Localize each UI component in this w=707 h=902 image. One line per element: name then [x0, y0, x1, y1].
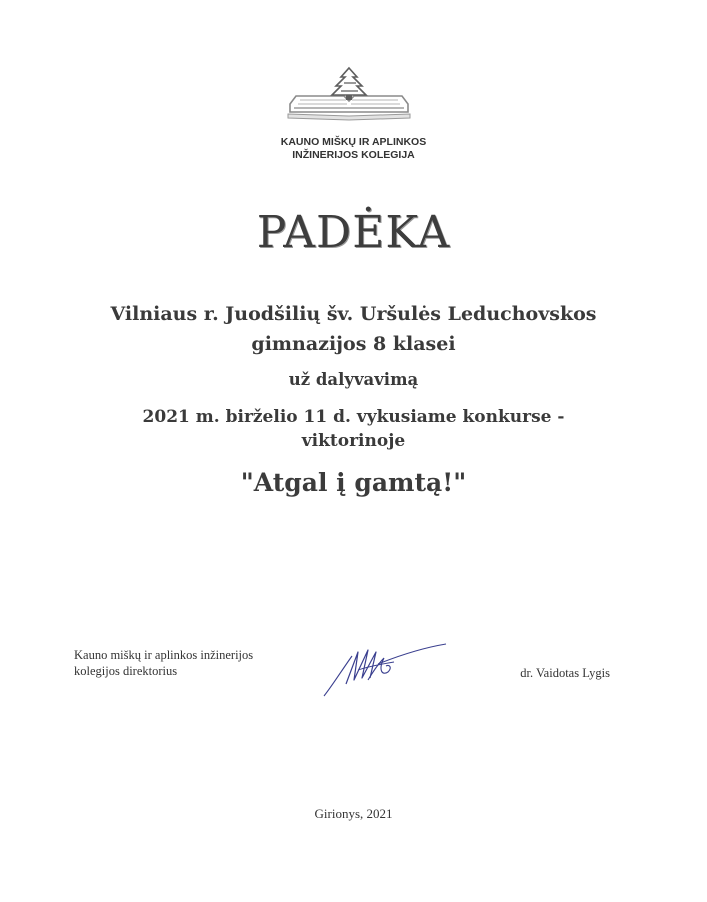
- contest-name: "Atgal į gamtą!": [240, 468, 467, 497]
- handwritten-signature: [318, 640, 450, 700]
- signer-name: dr. Vaidotas Lygis: [520, 666, 610, 680]
- signer-position-line1: Kauno miškų ir aplinkos inžinerijos: [74, 648, 254, 662]
- event-line2: viktorinoje: [301, 431, 406, 451]
- reason-text: už dalyvavimą: [288, 370, 419, 389]
- event-line1: 2021 m. birželio 11 d. vykusiame konkurse -: [142, 407, 565, 427]
- certificate-title: PADĖKA: [256, 207, 451, 258]
- organization-name-line2: INŽINERIJOS KOLEGIJA: [292, 149, 415, 161]
- place-and-date: Girionys, 2021: [314, 806, 393, 821]
- tree-on-book-icon: [286, 66, 412, 126]
- signer-position: [74, 647, 304, 679]
- organization-name-line1: KAUNO MIŠKŲ IR APLINKOS: [280, 136, 427, 148]
- recipient-line1: Vilniaus r. Juodšilių šv. Uršulės Leduchovskos: [110, 303, 597, 325]
- recipient-line2: gimnazijos 8 klasei: [251, 333, 456, 355]
- signer-position-line2: kolegijos direktorius: [74, 664, 178, 678]
